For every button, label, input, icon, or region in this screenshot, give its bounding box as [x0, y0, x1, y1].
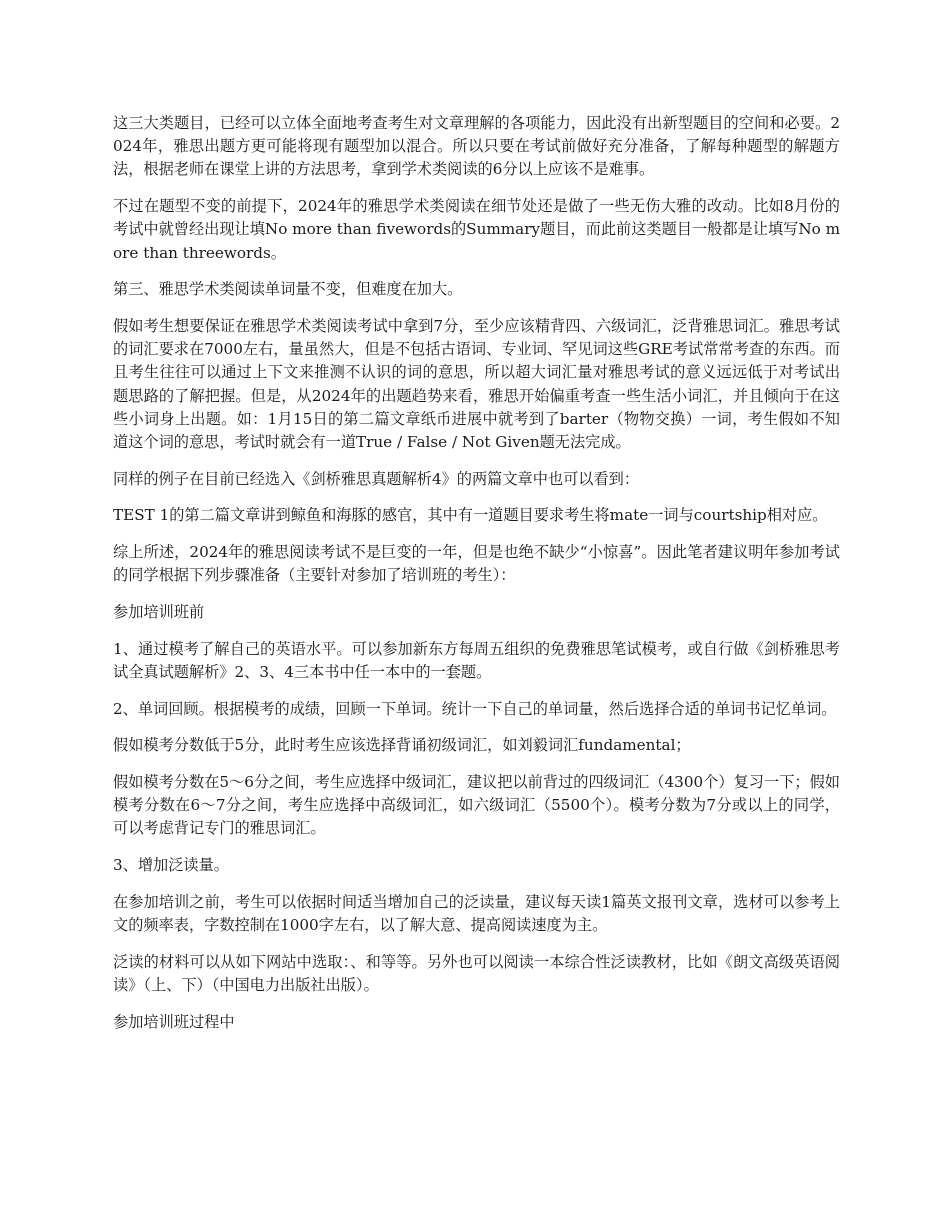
- paragraph-test1-example: TEST 1的第二篇文章讲到鲸鱼和海豚的感官，其中有一道题目要求考生将mate一词与courtship相对应。: [113, 506, 828, 525]
- paragraph-step-2-vocabulary-review: 2、单词回顾。根据模考的成绩，回顾一下单词。统计一下自己的单词量，然后选择合适的单词书记忆单词。: [113, 699, 837, 718]
- paragraph-vocabulary-requirements: 假如考生想要保证在雅思学术类阅读考试中拿到7分，至少应该精背四、六级词汇，泛背雅思词汇。雅思考试的词汇要求在7000左右，量虽然大，但是不包括古语词、专业词、罕见词这些GRE考试常常考查的东西。而且考生往往可以通过上下文来推测不认识的词的意思，所以超大词汇量对雅思考试的意义远远低于对考试出题思路的了解把握。但是，从2024年的出题趋势来看，雅思开始偏重考查一些生活小词汇，并且倾向于在这些小词身上出题。如：1月15日的第二篇文章纸币进展中就考到了barter（物物交换）一词，考生假如不知道这个词的意思，考试时就会有一道True / False / Not Given题无法完成。: [113, 316, 840, 451]
- paragraph-score-5-to-7: 假如模考分数在5～6分之间，考生应选择中级词汇，建议把以前背过的四级词汇（4300个）复习一下；假如模考分数在6～7分之间，考生应选择中高级词汇，如六级词汇（5500个）。模考分数为7分或以上的同学，可以考虑背记专门的雅思词汇。: [113, 772, 840, 838]
- paragraph-third-point-heading: 第三、雅思学术类阅读单词量不变，但难度在加大。: [113, 280, 463, 299]
- paragraph-score-below-5: 假如模考分数低于5分，此时考生应该选择背诵初级词汇，如刘毅词汇fundamental；: [113, 736, 691, 755]
- paragraph-conclusion: 综上所述，2024年的雅思阅读考试不是巨变的一年，但是也绝不缺少“小惊喜”。因此笔者建议明年参加考试的同学根据下列步骤准备（主要针对参加了培训班的考生）：: [113, 543, 840, 585]
- paragraph-detail-changes: 不过在题型不变的前提下，2024年的雅思学术类阅读在细节处还是做了一些无伤大雅的改动。比如8月份的考试中就曾经出现让填No more than fivewords的Summary题目，而此前这类题目一般都是让填写No more than threewords。: [113, 197, 840, 262]
- paragraph-question-types-summary: 这三大类题目，已经可以立体全面地考查考生对文章理解的各项能力，因此没有出新型题目的空间和必要。2024年，雅思出题方更可能将现有题型加以混合。所以只要在考试前做好充分准备，了解每种题型的解题方法，根据老师在课堂上讲的方法思考，拿到学术类阅读的6分以上应该不是难事。: [113, 114, 840, 179]
- document-body: [113, 112, 840, 1047]
- section-heading-before-training: 参加培训班前: [113, 602, 205, 621]
- paragraph-example-intro: 同样的例子在目前已经选入《剑桥雅思真题解析4》的两篇文章中也可以看到：: [113, 469, 640, 488]
- paragraph-daily-reading-advice: 在参加培训之前，考生可以依据时间适当增加自己的泛读量，建议每天读1篇英文报刊文章，选材可以参考上文的频率表，字数控制在1000字左右，以了解大意、提高阅读速度为主。: [113, 892, 840, 934]
- section-heading-during-training: 参加培训班过程中: [113, 1012, 235, 1031]
- paragraph-reading-materials: 泛读的材料可以从如下网站中选取：、和等等。另外也可以阅读一本综合性泛读教材，比如《朗文高级英语阅读》（上、下）（中国电力出版社出版）。: [113, 952, 840, 994]
- paragraph-step-3-extensive-reading: 3、增加泛读量。: [113, 856, 229, 875]
- paragraph-step-1-mock-exam: 1、通过模考了解自己的英语水平。可以参加新东方每周五组织的免费雅思笔试模考，或自行做《剑桥雅思考试全真试题解析》2、3、4三本书中任一本中的一套题。: [113, 639, 840, 681]
